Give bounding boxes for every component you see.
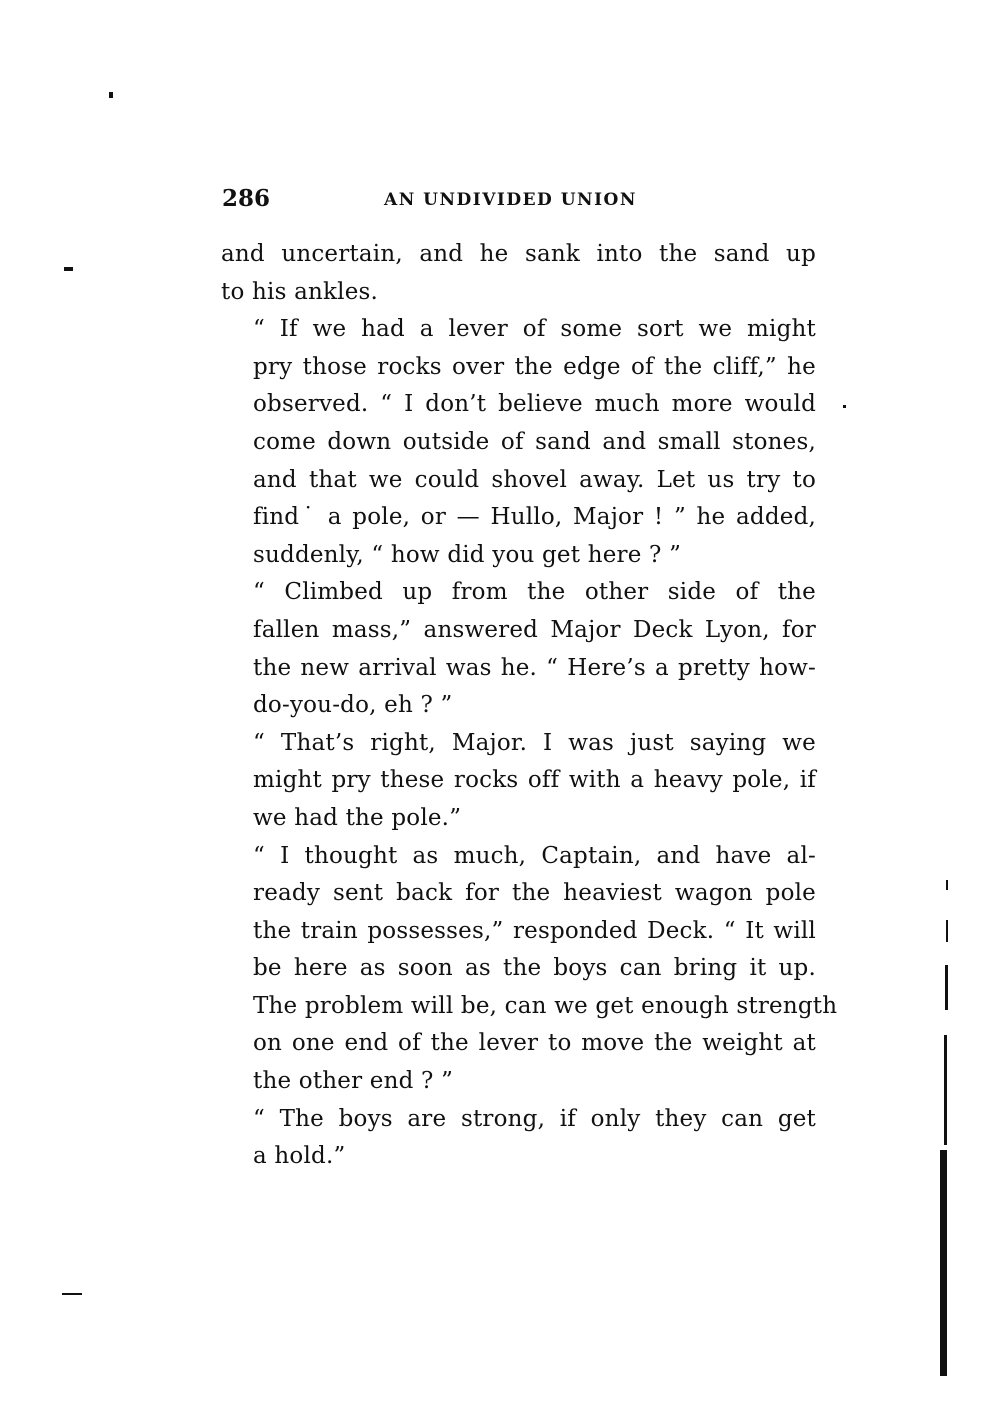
page-header: [222, 184, 817, 218]
page-number: 286: [222, 185, 271, 212]
text-line: we had the pole.”: [253, 804, 462, 831]
scan-speck: [64, 267, 73, 271]
text-line: pry those rocks over the edge of the cliff,” he: [253, 353, 816, 380]
paragraph: [221, 725, 816, 838]
text-line: “ Climbed up from the other side of the: [253, 579, 816, 606]
text-line: “ If we had a lever of some sort we might: [253, 316, 816, 343]
scan-speck: [62, 1293, 82, 1295]
scan-speck: [109, 92, 113, 98]
body-text: [221, 236, 838, 1176]
text-line: and that we could shovel away. Let us try to: [253, 466, 816, 493]
text-line: “ The boys are strong, if only they can get: [253, 1105, 816, 1132]
text-line: find˙ a pole, or — Hullo, Major ! ” he added,: [253, 504, 816, 531]
page-edge-shadow: [946, 880, 948, 890]
text-line: “ I thought as much, Captain, and have al-: [253, 842, 816, 869]
text-line: come down outside of sand and small stones,: [253, 428, 816, 455]
text-line: The problem will be, can we get enough strength: [253, 992, 838, 1019]
text-line: and uncertain, and he sank into the sand up: [221, 241, 816, 267]
text-line: might pry these rocks off with a heavy pole, if: [253, 767, 816, 794]
paragraph: [221, 311, 816, 574]
scan-speck: [843, 405, 846, 408]
text-line: observed. “ I don’t believe much more would: [253, 391, 816, 418]
text-line: a hold.”: [253, 1143, 346, 1170]
paragraph: [221, 236, 816, 311]
text-line: the new arrival was he. “ Here’s a pretty how-: [253, 654, 816, 681]
text-line: on one end of the lever to move the weight at: [253, 1030, 816, 1057]
paragraph: [221, 838, 838, 1101]
text-line: do-you-do, eh ? ”: [253, 692, 453, 719]
text-line: fallen mass,” answered Major Deck Lyon, for: [253, 616, 816, 643]
text-line: suddenly, “ how did you get here ? ”: [253, 541, 682, 568]
running-title: AN UNDIVIDED UNION: [384, 190, 637, 210]
paragraph: [221, 574, 816, 724]
text-line: the train possesses,” responded Deck. “ It will: [253, 917, 816, 944]
text-line: be here as soon as the boys can bring it up.: [253, 955, 816, 982]
page-edge-shadow: [945, 965, 948, 1010]
text-line: “ That’s right, Major. I was just saying we: [253, 729, 816, 756]
page-edge-shadow: [944, 1035, 947, 1145]
text-line: to his ankles.: [221, 278, 379, 305]
text-line: ready sent back for the heaviest wagon pole: [253, 880, 816, 907]
text-line: the other end ? ”: [253, 1068, 454, 1095]
paragraph: [221, 1101, 816, 1176]
page-edge-shadow: [946, 920, 948, 942]
page-edge-shadow: [940, 1150, 947, 1376]
